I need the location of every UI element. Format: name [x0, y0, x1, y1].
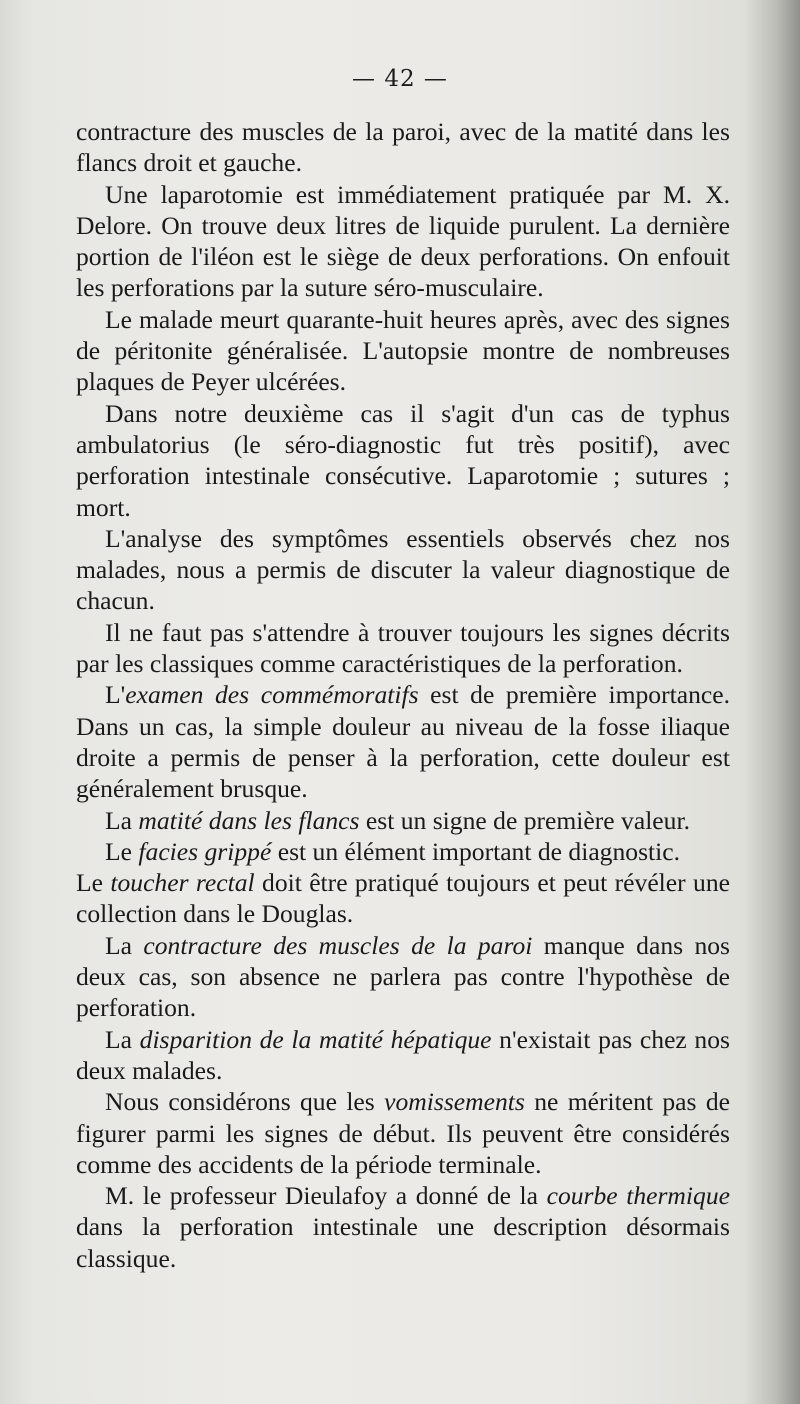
paragraph — [76, 304, 730, 398]
paragraph — [76, 836, 730, 867]
text-segment: La — [105, 805, 139, 835]
italic-phrase: facies grippé — [138, 836, 272, 866]
text-segment: Dans notre deuxième cas il s'agit d'un cas de typhus ambulatorius (le séro-diagnostic fut très positif), avec perforation intestinale consécutive. Laparotomie ; sutures ; mort. — [76, 398, 730, 522]
text-segment: Une laparotomie est immédiatement pratiquée par M. X. Delore. On trouve deux litres de liquide purulent. La dernière portion de l'iléon est le siège de deux perforations. On enfouit les perforations par la suture séro-musculaire. — [76, 179, 730, 303]
paragraph — [76, 617, 730, 680]
paragraph — [76, 805, 730, 836]
text-segment: M. le professeur Dieulafoy a donné de la — [105, 1181, 547, 1211]
italic-phrase: contracture des muscles de la paroi — [143, 930, 533, 960]
text-segment: n'existait pas chez nos deux malades. — [76, 1024, 730, 1085]
text-segment: contracture des muscles de la paroi, avec de la matité dans les flancs droit et gauche. — [76, 117, 730, 178]
italic-phrase: courbe thermique — [546, 1181, 730, 1211]
paragraph — [76, 398, 730, 523]
paragraph — [76, 930, 730, 1024]
text-segment: est un signe de première valeur. — [359, 805, 690, 835]
page-number: — 42 — — [352, 66, 448, 92]
text-segment: Le — [76, 868, 111, 898]
text-segment: L'analyse des symptômes essentiels observés chez nos malades, nous a permis de discuter la valeur diagnostique de chacun. — [76, 523, 730, 616]
text-segment: dans la perforation intestinale une description désormais classique. — [76, 1212, 730, 1273]
text-segment: est de première importance. Dans un cas, la simple douleur au niveau de la fosse iliaque droite a permis de penser à la perforation, cette douleur est généralement brusque. — [76, 680, 730, 804]
text-segment: L' — [105, 680, 126, 710]
paragraph — [76, 1024, 730, 1087]
italic-phrase: examen des commémoratifs — [125, 680, 419, 710]
text-segment: Le — [105, 836, 139, 866]
text-segment: Il ne faut pas s'attendre à trouver toujours les signes décrits par les classiques comme caractéristiques de la perforation. — [76, 617, 730, 679]
text-segment: est un élément important de diagnostic. — [271, 836, 681, 866]
italic-phrase: toucher rectal — [110, 868, 255, 898]
italic-phrase: vomissements — [384, 1087, 525, 1117]
paragraph — [76, 867, 730, 930]
text-segment: La — [105, 930, 144, 960]
text-segment: manque dans nos deux cas, son absence ne parlera pas contre l'hypothèse de perforation. — [76, 930, 730, 1023]
text-segment: La — [105, 1024, 140, 1054]
italic-phrase: disparition de la matité hépatique — [139, 1024, 492, 1054]
text-segment: doit être pratiqué toujours et peut révéler une collection dans le Douglas. — [76, 868, 730, 929]
body-text — [76, 116, 730, 1274]
text-segment: ne méritent pas de figurer parmi les signes de début. Ils peuvent être considérés comme des accidents de la période terminale. — [76, 1087, 730, 1179]
paragraph — [76, 523, 730, 617]
text-segment: Nous considérons que les — [105, 1087, 385, 1117]
paragraph — [76, 116, 730, 179]
paragraph — [76, 1180, 730, 1274]
text-segment: Le malade meurt quarante-huit heures après, avec des signes de péritonite généralisée. L'autopsie montre de nombreuses plaques de Peyer ulcérées. — [76, 304, 730, 397]
italic-phrase: matité dans les flancs — [138, 805, 360, 835]
paragraph — [76, 179, 730, 304]
paragraph — [76, 679, 730, 804]
paragraph — [76, 1086, 730, 1180]
